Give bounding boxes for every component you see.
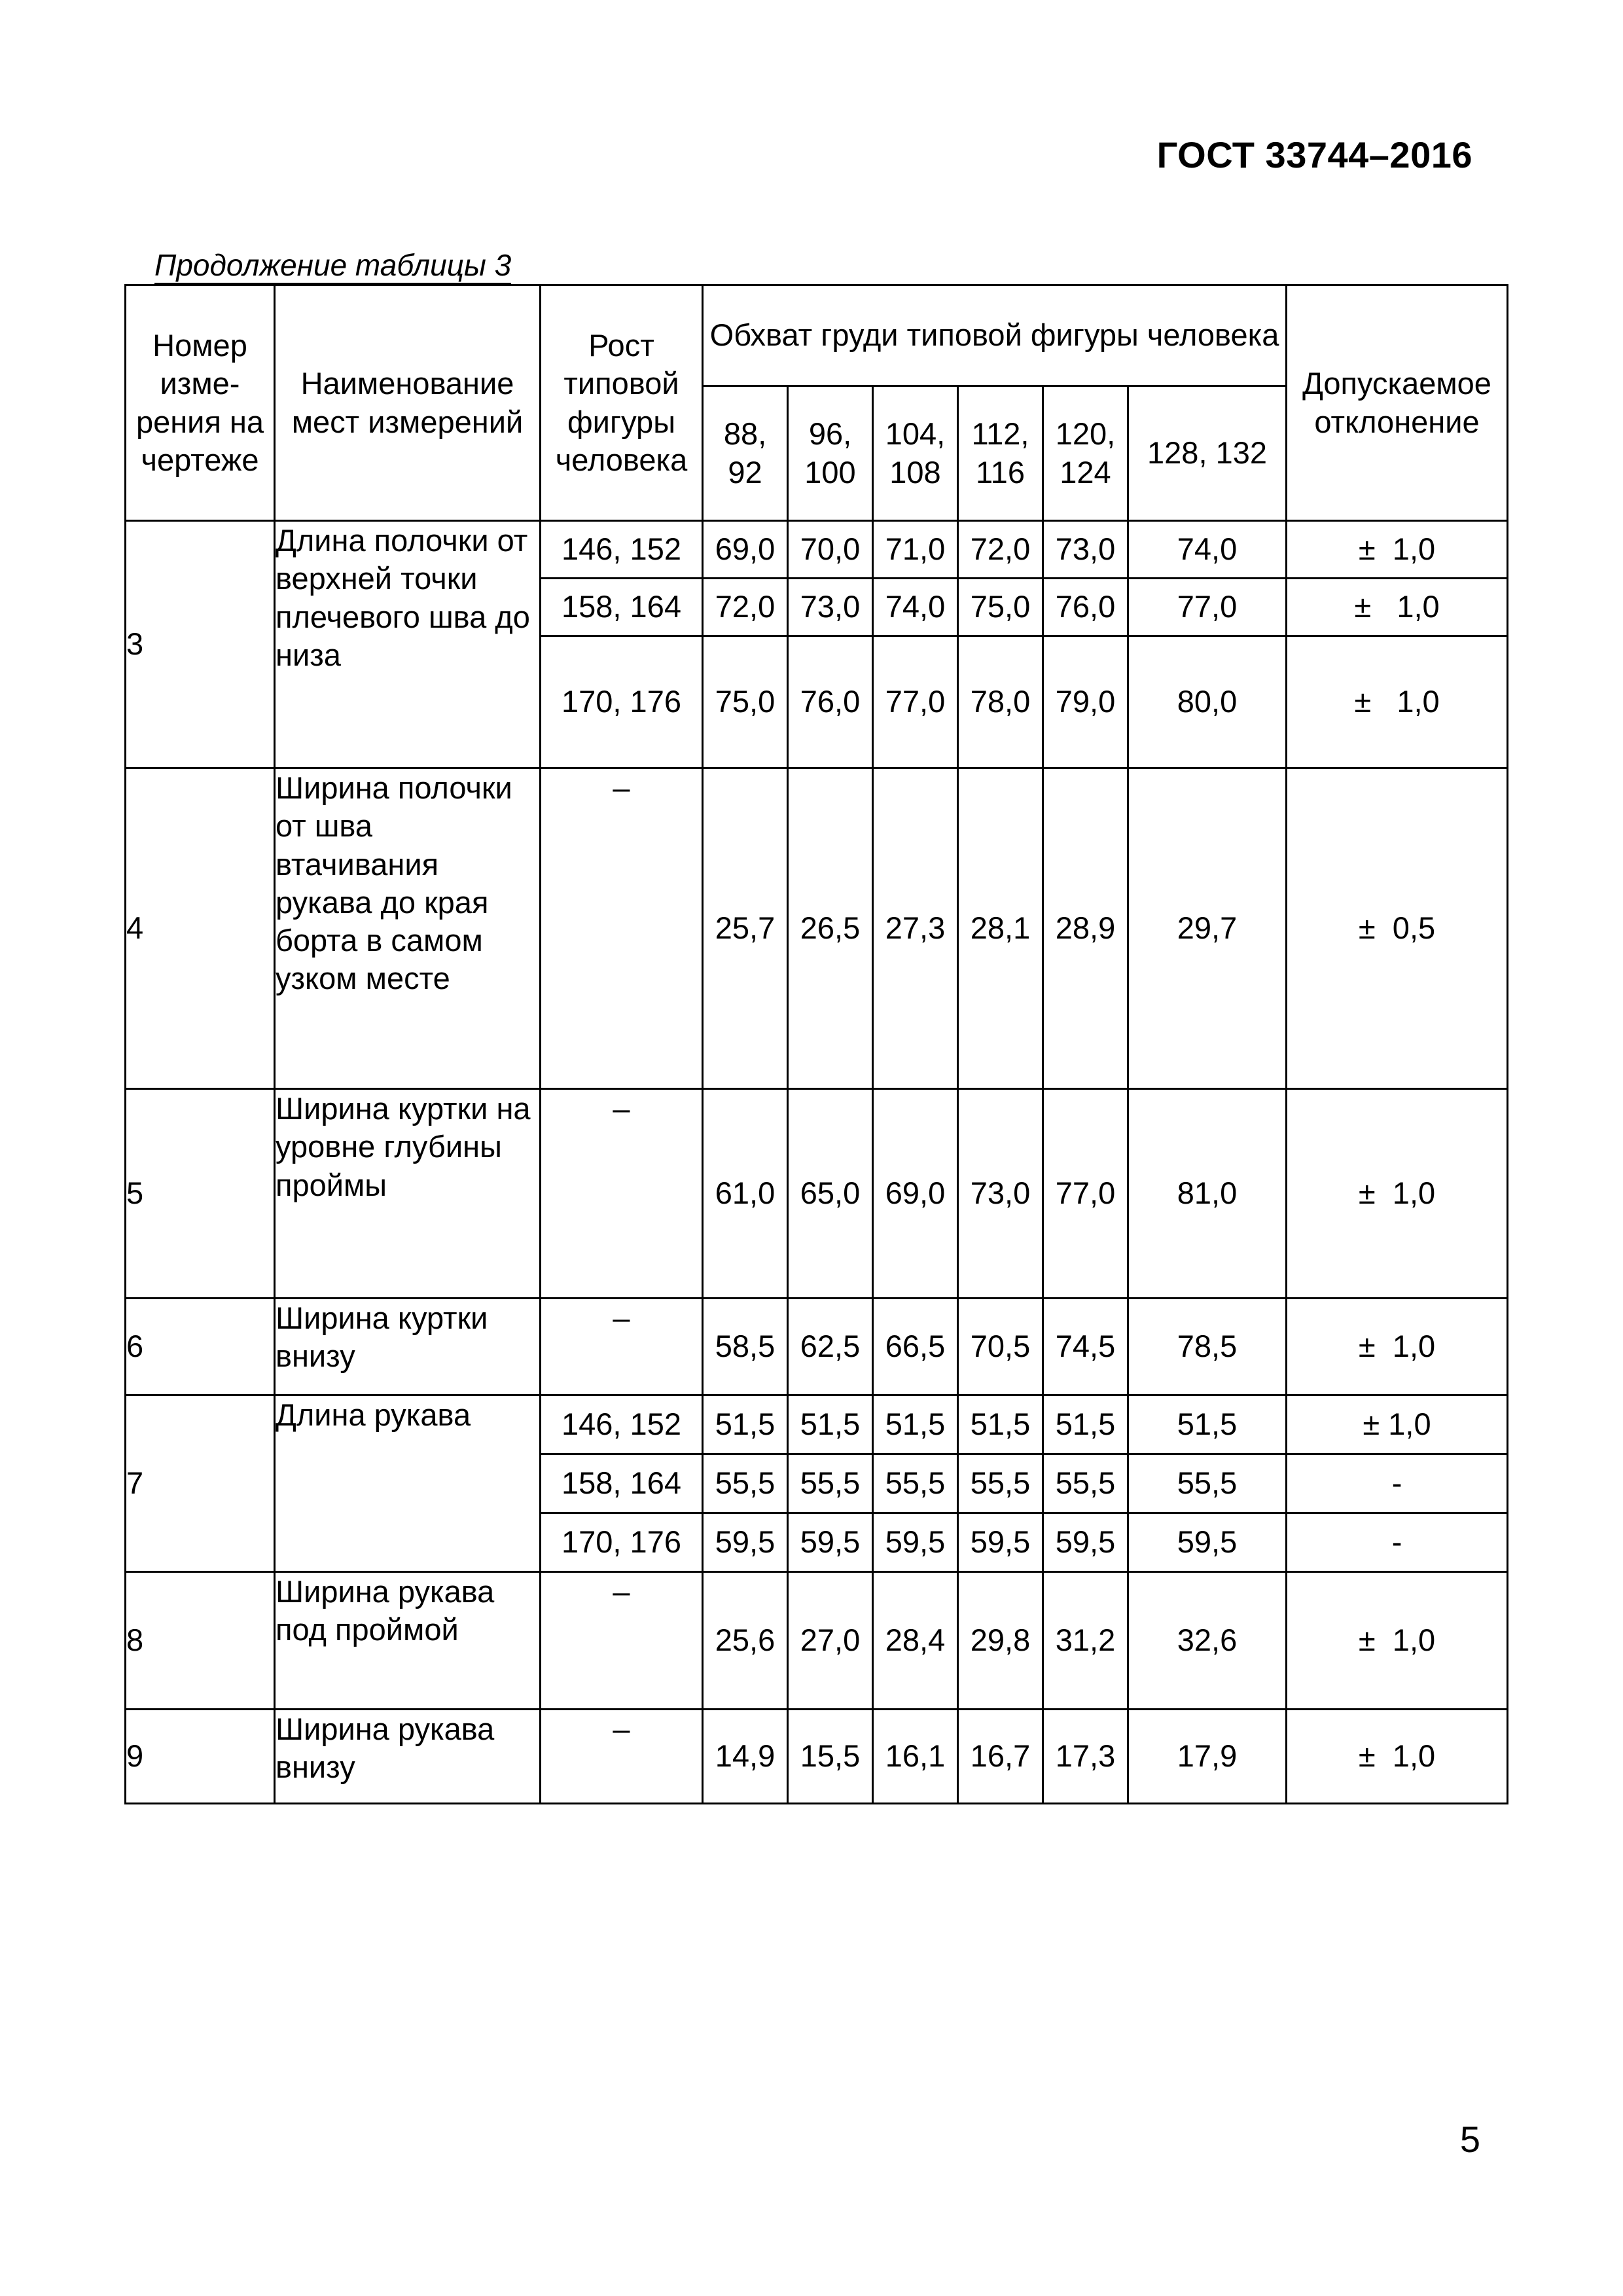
chest-value: 28,4 (873, 1572, 958, 1710)
tolerance-value: ± 1,0 (1287, 1710, 1508, 1804)
chest-value: 25,7 (703, 768, 788, 1089)
table-caption-text: Продолжение таблицы 3 (154, 248, 511, 285)
chest-value: 66,5 (873, 1299, 958, 1395)
header-chest-104: 104, 108 (873, 386, 958, 521)
chest-value: 74,0 (1128, 521, 1287, 579)
measurement-name: Ширина рукава внизу (275, 1710, 541, 1804)
chest-value: 28,1 (958, 768, 1043, 1089)
chest-value: 77,0 (1128, 579, 1287, 636)
chest-value: 27,0 (788, 1572, 873, 1710)
height-value: 146, 152 (541, 1395, 703, 1454)
chest-value: 74,0 (873, 579, 958, 636)
height-value: – (541, 1299, 703, 1395)
chest-value: 72,0 (958, 521, 1043, 579)
height-value: 146, 152 (541, 521, 703, 579)
chest-value: 55,5 (958, 1454, 1043, 1513)
chest-value: 61,0 (703, 1089, 788, 1299)
chest-value: 73,0 (1043, 521, 1128, 579)
chest-value: 51,5 (958, 1395, 1043, 1454)
tolerance-value: ± 1,0 (1287, 579, 1508, 636)
chest-value: 51,5 (788, 1395, 873, 1454)
chest-value: 16,7 (958, 1710, 1043, 1804)
chest-value: 25,6 (703, 1572, 788, 1710)
height-value: 170, 176 (541, 1513, 703, 1572)
header-height: Рост типовой фигуры человека (541, 285, 703, 521)
table-row (126, 1572, 1508, 1710)
chest-value: 17,9 (1128, 1710, 1287, 1804)
chest-value: 58,5 (703, 1299, 788, 1395)
tolerance-value: ± 1,0 (1287, 521, 1508, 579)
chest-value: 51,5 (873, 1395, 958, 1454)
header-chest-120: 120, 124 (1043, 386, 1128, 521)
chest-value: 71,0 (873, 521, 958, 579)
chest-value: 32,6 (1128, 1572, 1287, 1710)
chest-value: 28,9 (1043, 768, 1128, 1089)
chest-value: 59,5 (958, 1513, 1043, 1572)
height-value: – (541, 1089, 703, 1299)
chest-value: 77,0 (1043, 1089, 1128, 1299)
chest-value: 51,5 (703, 1395, 788, 1454)
table-row (126, 1710, 1508, 1804)
tolerance-value: - (1287, 1513, 1508, 1572)
chest-value: 79,0 (1043, 636, 1128, 768)
chest-value: 73,0 (958, 1089, 1043, 1299)
header-name: Наименование мест измерений (275, 285, 541, 521)
chest-value: 27,3 (873, 768, 958, 1089)
chest-value: 26,5 (788, 768, 873, 1089)
height-value: – (541, 1710, 703, 1804)
chest-value: 65,0 (788, 1089, 873, 1299)
chest-value: 51,5 (1128, 1395, 1287, 1454)
table-row (126, 1395, 1508, 1454)
measurement-name: Ширина куртки на уровне глубины проймы (275, 1089, 541, 1299)
measurement-name: Ширина полочки от шва втачивания рукава до края борта в самом узком месте (275, 768, 541, 1089)
row-number: 3 (126, 521, 275, 768)
chest-value: 75,0 (703, 636, 788, 768)
chest-value: 55,5 (1128, 1454, 1287, 1513)
chest-value: 17,3 (1043, 1710, 1128, 1804)
chest-value: 55,5 (788, 1454, 873, 1513)
tolerance-value: ± 0,5 (1287, 768, 1508, 1089)
chest-value: 69,0 (873, 1089, 958, 1299)
measurement-name: Длина полочки от верхней точки плечевого шва до низа (275, 521, 541, 768)
chest-value: 51,5 (1043, 1395, 1128, 1454)
chest-value: 73,0 (788, 579, 873, 636)
header-tolerance: Допускаемое отклонение (1287, 285, 1508, 521)
chest-value: 70,5 (958, 1299, 1043, 1395)
chest-value: 55,5 (873, 1454, 958, 1513)
row-number: 4 (126, 768, 275, 1089)
tolerance-value: - (1287, 1454, 1508, 1513)
chest-value: 14,9 (703, 1710, 788, 1804)
chest-value: 70,0 (788, 521, 873, 579)
height-value: 170, 176 (541, 636, 703, 768)
height-value: – (541, 1572, 703, 1710)
document-code: ГОСТ 33744–2016 (1156, 134, 1472, 175)
row-number: 8 (126, 1572, 275, 1710)
chest-value: 59,5 (788, 1513, 873, 1572)
height-value: – (541, 768, 703, 1089)
table-row (126, 1089, 1508, 1299)
height-value: 158, 164 (541, 1454, 703, 1513)
table-row (126, 521, 1508, 579)
chest-value: 77,0 (873, 636, 958, 768)
header-chest-group: Обхват груди типовой фигуры человека (703, 285, 1287, 386)
measurement-name: Ширина куртки внизу (275, 1299, 541, 1395)
tolerance-value: ± 1,0 (1287, 1395, 1508, 1454)
row-number: 9 (126, 1710, 275, 1804)
chest-value: 59,5 (873, 1513, 958, 1572)
page-number: 5 (1459, 2119, 1480, 2160)
chest-value: 16,1 (873, 1710, 958, 1804)
chest-value: 80,0 (1128, 636, 1287, 768)
measurements-table (124, 284, 1508, 1804)
chest-value: 81,0 (1128, 1089, 1287, 1299)
chest-value: 76,0 (788, 636, 873, 768)
chest-value: 59,5 (1128, 1513, 1287, 1572)
header-chest-88: 88, 92 (703, 386, 788, 521)
chest-value: 74,5 (1043, 1299, 1128, 1395)
chest-value: 29,8 (958, 1572, 1043, 1710)
chest-value: 29,7 (1128, 768, 1287, 1089)
chest-value: 76,0 (1043, 579, 1128, 636)
measurement-name: Ширина рукава под проймой (275, 1572, 541, 1710)
header-chest-112: 112, 116 (958, 386, 1043, 521)
table-row (126, 768, 1508, 1089)
chest-value: 59,5 (1043, 1513, 1128, 1572)
chest-value: 15,5 (788, 1710, 873, 1804)
row-number: 6 (126, 1299, 275, 1395)
chest-value: 78,5 (1128, 1299, 1287, 1395)
tolerance-value: ± 1,0 (1287, 1572, 1508, 1710)
row-number: 5 (126, 1089, 275, 1299)
chest-value: 55,5 (1043, 1454, 1128, 1513)
chest-value: 62,5 (788, 1299, 873, 1395)
chest-value: 69,0 (703, 521, 788, 579)
table-body (126, 521, 1508, 1804)
table-caption (154, 247, 511, 283)
tolerance-value: ± 1,0 (1287, 1089, 1508, 1299)
measurement-name: Длина рукава (275, 1395, 541, 1572)
height-value: 158, 164 (541, 579, 703, 636)
tolerance-value: ± 1,0 (1287, 636, 1508, 768)
chest-value: 59,5 (703, 1513, 788, 1572)
chest-value: 55,5 (703, 1454, 788, 1513)
chest-value: 72,0 (703, 579, 788, 636)
table-row (126, 1299, 1508, 1395)
chest-value: 31,2 (1043, 1572, 1128, 1710)
chest-value: 75,0 (958, 579, 1043, 636)
table-header (126, 285, 1508, 521)
header-chest-96: 96, 100 (788, 386, 873, 521)
tolerance-value: ± 1,0 (1287, 1299, 1508, 1395)
header-chest-128: 128, 132 (1128, 386, 1287, 521)
header-number: Номер изме-рения на чертеже (126, 285, 275, 521)
chest-value: 78,0 (958, 636, 1043, 768)
row-number: 7 (126, 1395, 275, 1572)
